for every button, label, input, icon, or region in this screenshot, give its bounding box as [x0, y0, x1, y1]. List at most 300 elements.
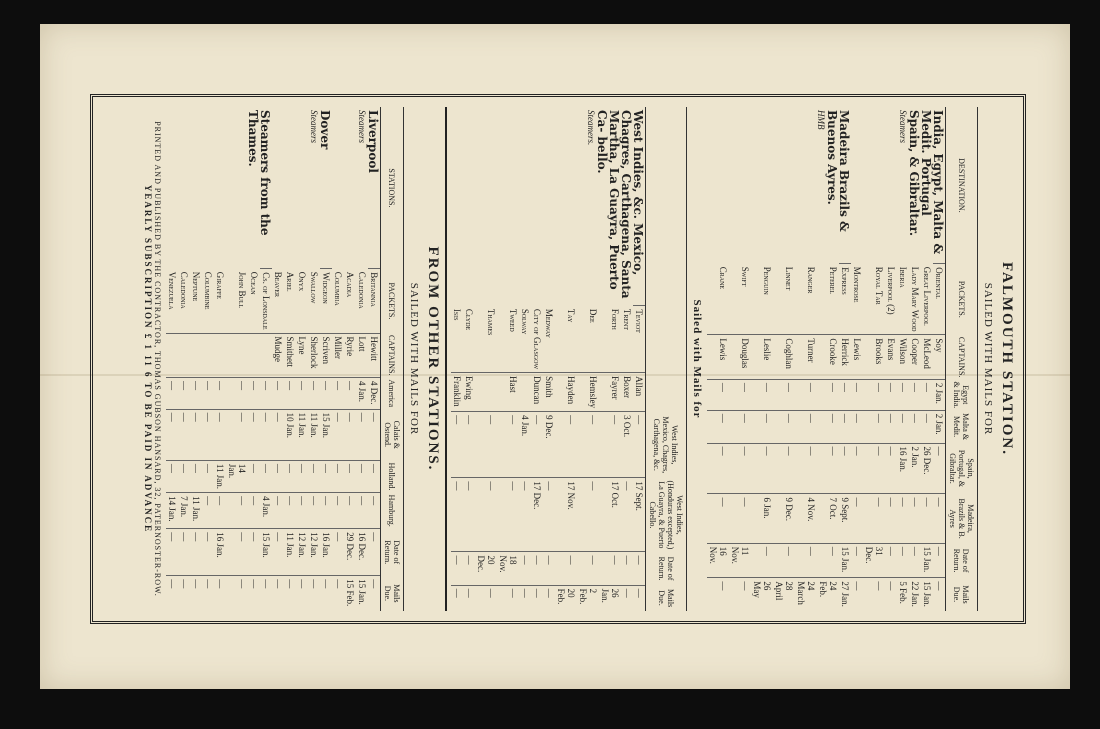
west-indies-date: — [577, 552, 599, 585]
other-date: 11 Jan. [308, 409, 320, 460]
other-captain [190, 333, 202, 377]
west-indies-captain: Boxer [621, 373, 633, 412]
west-indies-col-header [646, 373, 687, 412]
falmouth-row [839, 107, 851, 611]
other-date: — [272, 529, 284, 576]
other-date: — [332, 576, 344, 611]
falmouth-date: — [897, 410, 909, 443]
west-indies-captain: Duncan [531, 373, 543, 412]
west-indies-date: — [577, 412, 599, 478]
other-date: — [356, 493, 368, 529]
falmouth-sailed-heading: SAILED WITH MAILS FOR [982, 282, 994, 436]
west-indies-date: — [497, 412, 519, 478]
other-packet: Swallow [309, 271, 319, 304]
falmouth-date: — [851, 578, 863, 611]
section-divider [445, 107, 447, 611]
falmouth-date: — [909, 379, 921, 410]
falmouth-packet: Peterel [828, 266, 838, 295]
falmouth-date: — [863, 379, 885, 410]
other-captain: Lott [356, 333, 368, 377]
other-date: — [332, 460, 344, 492]
falmouth-packet: Liverpool (2) [886, 266, 896, 315]
falmouth-packet: Crane [718, 266, 728, 290]
other-packet: John Bull [237, 271, 247, 309]
other-date: 11 Jan. [190, 493, 202, 529]
other-date: — [272, 493, 284, 529]
other-date: — [296, 493, 308, 529]
other-date: 4 Jan. [260, 493, 272, 529]
other-date: — [320, 378, 332, 410]
falmouth-date: — [851, 543, 863, 578]
west-indies-date: — [463, 552, 475, 585]
other-date: — [248, 378, 260, 410]
other-date: — [202, 378, 214, 410]
falmouth-date: — [751, 410, 773, 443]
west-indies-heading: Sailed with Mails for [691, 299, 703, 419]
west-indies-date: — [633, 552, 646, 585]
other-date: — [226, 529, 248, 576]
falmouth-date: — [885, 543, 897, 578]
west-indies-col-header [646, 107, 687, 306]
falmouth-date: — [933, 443, 946, 494]
other-date: — [272, 576, 284, 611]
other-date: — [190, 378, 202, 410]
falmouth-col-header: Date of Return. [946, 543, 978, 578]
falmouth-date: — [839, 443, 851, 494]
west-indies-col-header: West Indies, (Honduras excepted,) La Guayra, & Puerto Cabello. [646, 478, 687, 552]
other-date: 14 Jan. [226, 460, 248, 492]
west-indies-date: — [633, 585, 646, 611]
west-indies-date: — [621, 478, 633, 552]
other-date: 11 Jan. [296, 409, 308, 460]
falmouth-date: — [707, 578, 729, 611]
falmouth-date: 5 Feb. [897, 578, 909, 611]
west-indies-captain: Hemsley [577, 373, 599, 412]
other-date: — [308, 378, 320, 410]
other-date: — [202, 529, 214, 576]
falmouth-date: 15 Jan. [921, 543, 933, 578]
falmouth-date: — [863, 494, 885, 543]
other-packet: Ariel [285, 271, 295, 292]
other-date: — [368, 409, 381, 460]
mail-table-sheet [90, 94, 1026, 624]
west-indies-date: — [519, 552, 531, 585]
west-indies-date: — [577, 478, 599, 552]
falmouth-date: — [795, 379, 817, 410]
other-date: — [344, 460, 356, 492]
west-indies-date: 17 Nov. [555, 478, 577, 552]
falmouth-date: 24 March [795, 578, 817, 611]
other-captain: Hewitt [368, 333, 381, 377]
falmouth-date: — [707, 379, 729, 410]
west-indies-date: 17 Sept. [633, 478, 646, 552]
west-indies-date: — [451, 478, 463, 552]
west-indies-captain: Smith [543, 373, 555, 412]
falmouth-date: 16 Jan. [897, 443, 909, 494]
falmouth-date: — [707, 443, 729, 494]
other-row [368, 107, 381, 611]
falmouth-date: — [885, 443, 897, 494]
other-date: — [190, 529, 202, 576]
other-packet: Columbia [333, 271, 343, 306]
other-col-header: Calais & Ostend. [381, 409, 404, 460]
falmouth-packet: Royal Tar [874, 266, 884, 305]
other-date: — [178, 409, 190, 460]
falmouth-date: — [863, 443, 885, 494]
other-captain [226, 333, 248, 377]
west-indies-packet: Medway [544, 308, 554, 338]
other-packet: Onyx [297, 271, 307, 292]
falmouth-col-header: Spain, Portugal, & Gibraltar. [946, 443, 978, 494]
falmouth-packet: Penguin [762, 266, 772, 295]
falmouth-group-name: Madeira Brazils & Buenos Ayres. [825, 110, 851, 232]
falmouth-captain: Herrick [839, 335, 851, 379]
falmouth-date: — [729, 410, 751, 443]
falmouth-col-header: Madeira, Brazils & B. Ayres [946, 494, 978, 543]
other-packet: Acadia [345, 271, 355, 298]
falmouth-date: — [933, 578, 946, 611]
other-date: — [272, 409, 284, 460]
other-captain: Ryrie [344, 333, 356, 377]
other-date: — [284, 460, 296, 492]
falmouth-date: — [839, 410, 851, 443]
other-date: — [308, 460, 320, 492]
falmouth-captain: Douglas [729, 335, 751, 379]
falmouth-col-header: CAPTAINS. [946, 335, 978, 379]
other-captain [166, 333, 178, 377]
other-date: — [190, 409, 202, 460]
other-col-header: America [381, 378, 404, 410]
west-indies-date: — [451, 585, 463, 611]
falmouth-date: — [795, 443, 817, 494]
other-date: — [332, 529, 344, 576]
falmouth-date: — [885, 578, 897, 611]
west-indies-packet: Teviot [633, 306, 646, 373]
falmouth-group-label [851, 107, 946, 264]
west-indies-captain: Allan [633, 373, 646, 412]
other-date: — [178, 460, 190, 492]
west-indies-packet: City of Glasgow [532, 308, 542, 370]
west-indies-date: — [475, 478, 497, 552]
falmouth-date: 7 Oct. [817, 494, 839, 543]
other-date: 16 Jan. [320, 529, 332, 576]
falmouth-captain: Evans [885, 335, 897, 379]
other-row [260, 107, 272, 611]
falmouth-col-header: Malta & Medit. [946, 410, 978, 443]
west-indies-date: — [519, 478, 531, 552]
west-indies-group-sub: Steamers. [586, 110, 596, 146]
other-date: — [272, 460, 284, 492]
other-date: — [320, 460, 332, 492]
falmouth-captain: Leslie [751, 335, 773, 379]
other-date: — [190, 460, 202, 492]
falmouth-date: 15 Jan. [839, 543, 851, 578]
other-group-label [166, 107, 272, 269]
falmouth-row [933, 107, 946, 611]
other-packet: Britannia [368, 269, 381, 333]
other-captain [214, 333, 226, 377]
other-packet: Beaver [273, 271, 283, 297]
west-indies-group-label [451, 107, 646, 306]
other-date: — [202, 493, 214, 529]
other-col-header: Holland. [381, 460, 404, 492]
other-group-name: Steamers from the Thames. [246, 110, 272, 236]
other-date: — [166, 378, 178, 410]
falmouth-date: — [921, 410, 933, 443]
falmouth-date: — [897, 379, 909, 410]
west-indies-date: — [531, 552, 543, 585]
other-date: 7 Jan. [178, 493, 190, 529]
other-date: — [214, 493, 226, 529]
other-captain: Miller [332, 333, 344, 377]
other-col-header: PACKETS. [381, 269, 404, 333]
other-date: — [166, 460, 178, 492]
other-date: — [226, 378, 248, 410]
west-indies-packet: Forth [610, 308, 620, 330]
falmouth-date: — [729, 494, 751, 543]
falmouth-date: — [909, 410, 921, 443]
other-captain [248, 333, 260, 377]
other-col-header: Mails Due. [381, 576, 404, 611]
other-date: — [248, 409, 260, 460]
other-date: 29 Dec. [344, 529, 356, 576]
west-indies-date: 20 Feb. [555, 585, 577, 611]
other-group-name: Dover [318, 110, 332, 150]
falmouth-col-header: DESTINATION. [946, 107, 978, 264]
other-date: — [332, 493, 344, 529]
other-date: — [178, 529, 190, 576]
falmouth-date: — [773, 543, 795, 578]
falmouth-date: 2 Jan. [933, 410, 946, 443]
falmouth-date: — [795, 543, 817, 578]
other-date: — [166, 529, 178, 576]
falmouth-date: — [773, 379, 795, 410]
other-packet: Columbine [203, 271, 213, 310]
other-date: — [296, 378, 308, 410]
falmouth-col-header: Egypt & India. [946, 379, 978, 410]
west-indies-packet: Trent [622, 308, 632, 330]
west-indies-date: — [543, 585, 555, 611]
west-indies-date: — [463, 478, 475, 552]
west-indies-captain: Ewing [463, 373, 475, 412]
falmouth-packet: Lady Mary Wood [910, 266, 920, 332]
other-date: 12 Jan. [308, 529, 320, 576]
other-date: — [260, 460, 272, 492]
falmouth-date: — [729, 379, 751, 410]
falmouth-date: — [817, 443, 839, 494]
falmouth-packet: Oriental [933, 264, 946, 335]
west-indies-packet: Solway [520, 308, 530, 335]
west-indies-captain: Franklin [451, 373, 463, 412]
other-date: — [248, 493, 260, 529]
other-date: 4 Dec. [368, 378, 381, 410]
other-group-label [272, 107, 332, 269]
falmouth-group-sub: HMB [816, 110, 826, 130]
falmouth-captain: Lewis [851, 335, 863, 379]
falmouth-date: — [773, 410, 795, 443]
west-indies-date: — [621, 552, 633, 585]
other-captain: Mudge [272, 333, 284, 377]
other-packet: Neptune [191, 271, 201, 302]
west-indies-packet: Thames [486, 308, 496, 336]
west-indies-row [633, 107, 646, 611]
falmouth-date: 28 April [773, 578, 795, 611]
other-date: — [368, 529, 381, 576]
falmouth-date: 9 Dec. [773, 494, 795, 543]
other-packet: Giraffe [215, 271, 225, 299]
falmouth-captain: Coghlan [773, 335, 795, 379]
other-packet: Venezuela [167, 271, 177, 310]
falmouth-date: 9 Sept. [839, 494, 851, 543]
falmouth-date: — [921, 379, 933, 410]
falmouth-captain: Brooks [863, 335, 885, 379]
other-date: 15 Jan. [356, 576, 368, 611]
other-date: — [226, 409, 248, 460]
west-indies-date: — [621, 585, 633, 611]
west-indies-date: — [475, 585, 497, 611]
west-indies-date: 18 Nov. [497, 552, 519, 585]
west-indies-date: — [497, 478, 519, 552]
other-date: — [190, 576, 202, 611]
west-indies-date: — [543, 478, 555, 552]
other-captain: Smithett [284, 333, 296, 377]
falmouth-date: — [751, 443, 773, 494]
falmouth-date: 31 Dec. [863, 543, 885, 578]
other-date: — [344, 378, 356, 410]
other-date: — [284, 378, 296, 410]
falmouth-date: — [751, 379, 773, 410]
west-indies-date: — [463, 585, 475, 611]
other-date: 15 Feb. [344, 576, 356, 611]
other-group-name: Liverpool [366, 110, 380, 173]
west-indies-date: — [599, 412, 621, 478]
other-date: — [166, 576, 178, 611]
west-indies-date: 17 Dec. [531, 478, 543, 552]
west-indies-packet: Tay [566, 308, 576, 323]
falmouth-date: — [839, 379, 851, 410]
other-date: 11 Jan. [214, 460, 226, 492]
other-date: 14 Jan. [166, 493, 178, 529]
falmouth-captain: Soy [933, 335, 946, 379]
other-group-sub: Steamers [309, 110, 319, 143]
other-group-sub: Steamers [357, 110, 367, 143]
other-date: — [356, 460, 368, 492]
falmouth-date: — [773, 443, 795, 494]
west-indies-col-header: Mails Due. [646, 585, 687, 611]
other-date: — [166, 409, 178, 460]
other-date: — [308, 576, 320, 611]
west-indies-date: — [555, 412, 577, 478]
falmouth-date: — [885, 494, 897, 543]
falmouth-captain: Wilson [897, 335, 909, 379]
falmouth-title: FALMOUTH STATION. [999, 261, 1015, 456]
falmouth-date: — [795, 410, 817, 443]
other-date: — [344, 409, 356, 460]
other-captain: Scriven [320, 333, 332, 377]
other-sailed-heading: SAILED WITH MAILS FOR [408, 282, 420, 436]
west-indies-col-header [646, 306, 687, 373]
falmouth-date: — [707, 494, 729, 543]
falmouth-date: — [851, 379, 863, 410]
falmouth-date: — [885, 379, 897, 410]
other-date: — [260, 378, 272, 410]
other-group-label [332, 107, 381, 269]
falmouth-table [707, 107, 978, 611]
other-date: — [356, 409, 368, 460]
other-date: — [214, 378, 226, 410]
falmouth-group-sub: Steamers [898, 110, 908, 143]
other-date: 12 Jan. [296, 529, 308, 576]
falmouth-date: — [729, 578, 751, 611]
other-date: — [202, 460, 214, 492]
falmouth-date: — [897, 494, 909, 543]
other-date: 16 Jan. [214, 529, 226, 576]
other-date: 15 Jan. [260, 529, 272, 576]
other-date: — [226, 576, 248, 611]
west-indies-date: — [599, 552, 621, 585]
falmouth-date: — [933, 543, 946, 578]
falmouth-captain: McLeod [921, 335, 933, 379]
other-table [166, 107, 404, 611]
west-indies-packet: Dee [588, 308, 598, 323]
falmouth-date: — [863, 410, 885, 443]
falmouth-date: 26 Dec. [921, 443, 933, 494]
west-indies-packet: Clyde [464, 308, 474, 331]
other-col-header: STATIONS. [381, 107, 404, 269]
west-indies-captain: Hayden [555, 373, 577, 412]
other-date: — [296, 460, 308, 492]
falmouth-date: 2 Jan. [909, 443, 921, 494]
falmouth-date: 6 Jan. [751, 494, 773, 543]
other-packet: Widgeon [320, 269, 332, 333]
other-packet: Caledonia [357, 271, 367, 309]
west-indies-date: — [497, 585, 519, 611]
other-title: FROM OTHER STATIONS. [425, 246, 441, 472]
falmouth-date: 11 Nov. [729, 543, 751, 578]
other-date: — [308, 493, 320, 529]
falmouth-date: — [863, 578, 885, 611]
other-date: — [226, 493, 248, 529]
other-date: — [320, 576, 332, 611]
falmouth-group-label [707, 107, 851, 264]
other-date: — [368, 576, 381, 611]
falmouth-captain: Cooper [909, 335, 921, 379]
falmouth-date: — [851, 494, 863, 543]
falmouth-captain: Lewis [707, 335, 729, 379]
footer-printer: PRINTED AND PUBLISHED BY THE CONTRACTOR, THOMAS GUBSON HANSARD, 32, PATERNOSTER-ROW. [153, 121, 162, 597]
falmouth-date: 2 Jan. [933, 379, 946, 410]
falmouth-date: 15 Jan. [921, 578, 933, 611]
falmouth-date: 22 Jan. [909, 578, 921, 611]
other-date: — [214, 409, 226, 460]
falmouth-date: — [851, 443, 863, 494]
west-indies-date: 9 Dec. [543, 412, 555, 478]
west-indies-packet: Isis [452, 308, 462, 321]
falmouth-captain: Turner [795, 335, 817, 379]
other-date: — [284, 576, 296, 611]
other-captain [178, 333, 190, 377]
other-date: 16 Dec. [356, 529, 368, 576]
west-indies-date: 17 Oct. [599, 478, 621, 552]
other-date: — [368, 493, 381, 529]
west-indies-date: — [475, 412, 497, 478]
other-date: — [202, 576, 214, 611]
other-date: — [332, 409, 344, 460]
west-indies-date: — [463, 412, 475, 478]
west-indies-captain [475, 373, 497, 412]
falmouth-col-header: Mails Due. [946, 578, 978, 611]
west-indies-date: 20 Dec. [475, 552, 497, 585]
